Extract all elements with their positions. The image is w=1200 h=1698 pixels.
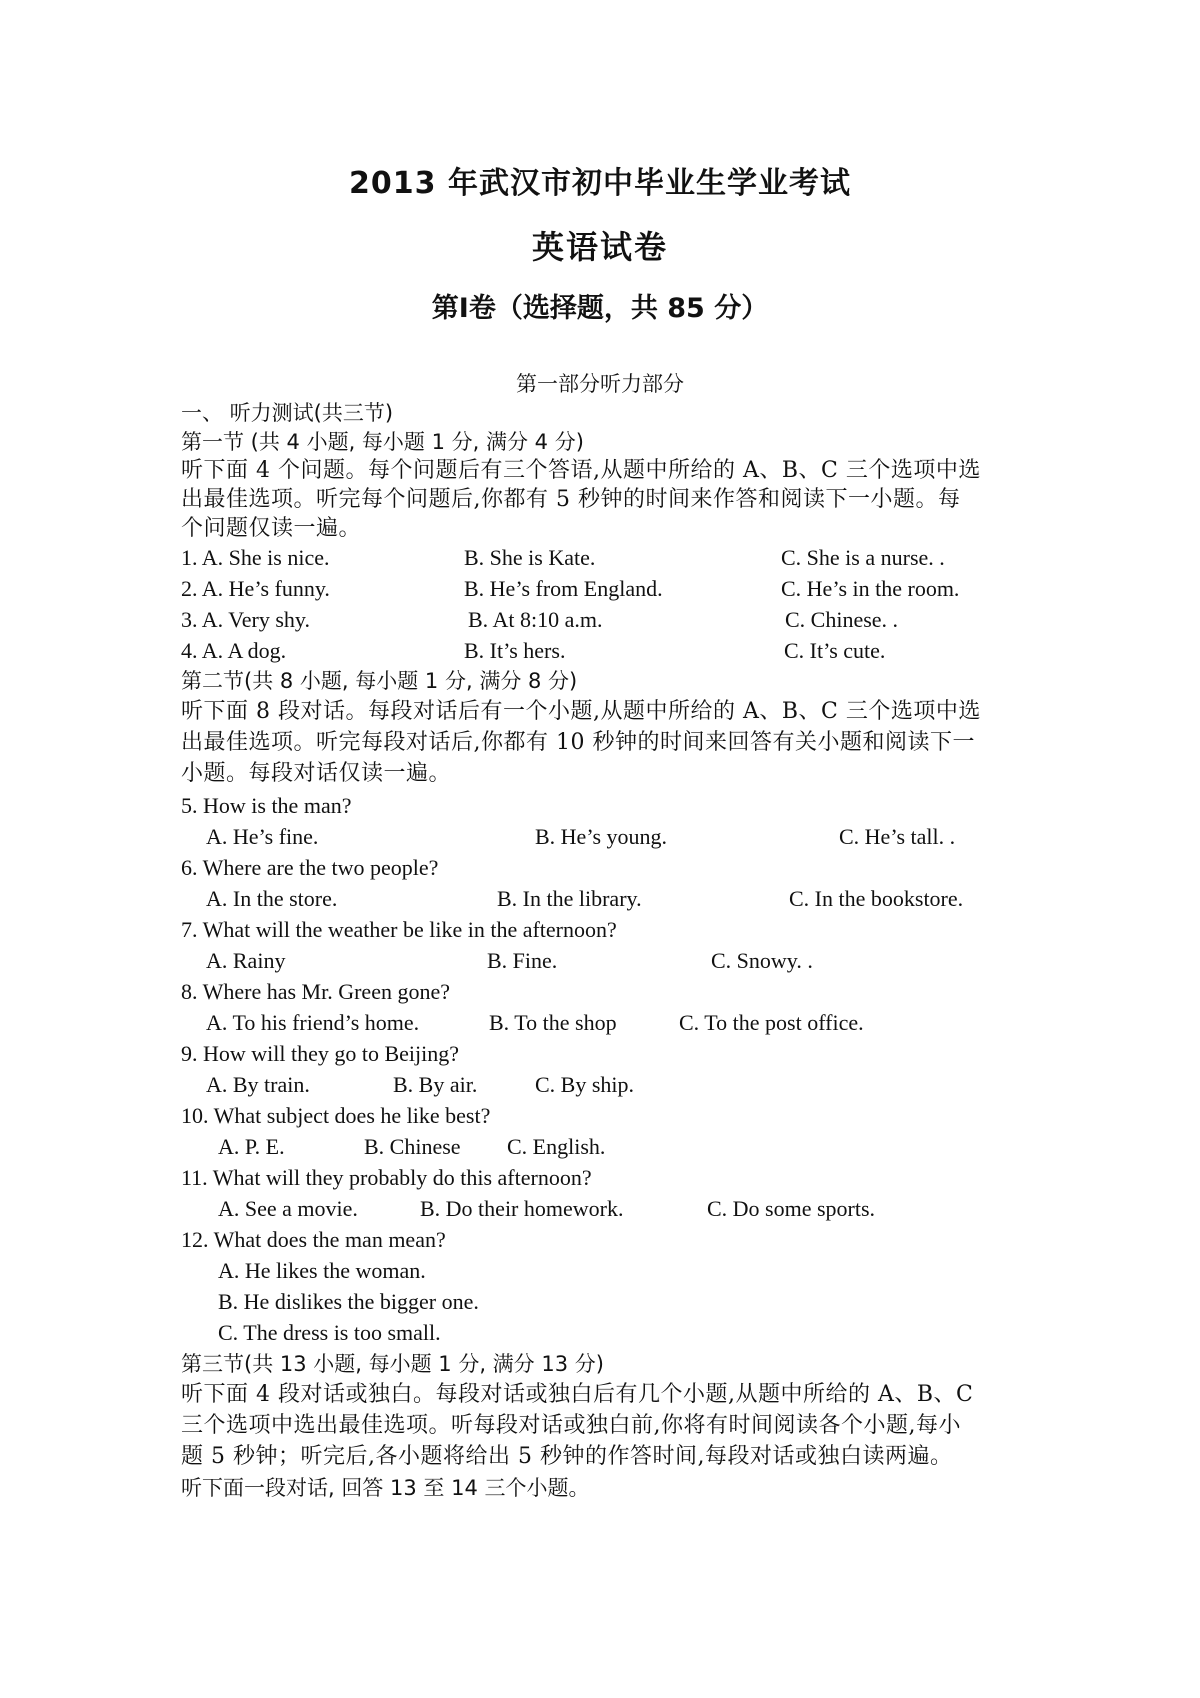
section3-heading: 第三节(共 13 小题, 每小题 1 分, 满分 13 分) (181, 1352, 604, 1376)
q11-option-c: C. Do some sports. (707, 1196, 876, 1221)
q9-stem: 9. How will they go to Beijing? (181, 1041, 460, 1066)
q7-stem: 7. What will the weather be like in the afternoon? (181, 917, 617, 942)
q11-option-a: A. See a movie. (218, 1196, 358, 1221)
section2-instruction-line: 听下面 8 段对话。每段对话后有一个小题,从题中所给的 A、B、C 三个选项中选 (181, 699, 981, 724)
q11-stem: 11. What will they probably do this afternoon? (181, 1165, 592, 1190)
q12-option-c: C. The dress is too small. (218, 1320, 441, 1345)
section3-note: 听下面一段对话, 回答 13 至 14 三个小题。 (181, 1476, 590, 1500)
q6-option-b: B. In the library. (497, 886, 642, 911)
q2-option-b: B. He’s from England. (464, 576, 663, 601)
part-heading: 一、 听力测试(共三节) (181, 401, 394, 425)
q8-option-a: A. To his friend’s home. (206, 1010, 420, 1035)
part-title: 第一部分听力部分 (516, 372, 684, 396)
section1-heading: 第一节 (共 4 小题, 每小题 1 分, 满分 4 分) (181, 430, 584, 454)
section2-instruction-line: 小题。每段对话仅读一遍。 (181, 761, 452, 786)
q5-option-a: A. He’s fine. (206, 824, 319, 849)
q6-stem: 6. Where are the two people? (181, 855, 439, 880)
q12-option-a: A. He likes the woman. (218, 1258, 426, 1283)
q3-option-a: 3. A. Very shy. (181, 607, 310, 632)
q8-stem: 8. Where has Mr. Green gone? (181, 979, 450, 1004)
q5-option-c: C. He’s tall. . (839, 824, 956, 849)
section1-instruction-line: 出最佳选项。听完每个问题后,你都有 5 秒钟的时间来作答和阅读下一小题。每 (181, 487, 961, 512)
q3-option-c: C. Chinese. . (785, 607, 899, 632)
q6-option-c: C. In the bookstore. (789, 886, 964, 911)
q4-option-b: B. It’s hers. (464, 638, 566, 663)
q7-option-b: B. Fine. (487, 948, 558, 973)
section1-instruction-line: 听下面 4 个问题。每个问题后有三个答语,从题中所给的 A、B、C 三个选项中选 (181, 458, 981, 483)
q3-option-b: B. At 8:10 a.m. (468, 607, 603, 632)
section3-instruction-line: 题 5 秒钟；听完后,各小题将给出 5 秒钟的作答时间,每段对话或独白读两遍。 (181, 1444, 953, 1469)
subject-title: 英语试卷 (531, 228, 668, 266)
q4-option-a: 4. A. A dog. (181, 638, 287, 663)
q1-option-c: C. She is a nurse. . (781, 545, 945, 570)
volume-title: 第Ⅰ卷（选择题，共 85 分） (431, 293, 769, 324)
section3-instruction-line: 三个选项中选出最佳选项。听每段对话或独白前,你将有时间阅读各个小题,每小 (181, 1413, 961, 1438)
q9-option-c: C. By ship. (535, 1072, 635, 1097)
q10-stem: 10. What subject does he like best? (181, 1103, 491, 1128)
q6-option-a: A. In the store. (206, 886, 338, 911)
section2-heading: 第二节(共 8 小题, 每小题 1 分, 满分 8 分) (181, 669, 578, 693)
q7-option-a: A. Rainy (206, 948, 286, 973)
q11-option-b: B. Do their homework. (420, 1196, 624, 1221)
q10-option-c: C. English. (507, 1134, 606, 1159)
q12-stem: 12. What does the man mean? (181, 1227, 446, 1252)
q4-option-c: C. It’s cute. (784, 638, 886, 663)
q10-option-a: A. P. E. (218, 1134, 285, 1159)
exam-title: 2013 年武汉市初中毕业生学业考试 (349, 166, 851, 201)
section2-instruction-line: 出最佳选项。听完每段对话后,你都有 10 秒钟的时间来回答有关小题和阅读下一 (181, 730, 975, 755)
q9-option-b: B. By air. (393, 1072, 478, 1097)
q2-option-a: 2. A. He’s funny. (181, 576, 330, 601)
q8-option-b: B. To the shop (489, 1010, 617, 1035)
q10-option-b: B. Chinese (364, 1134, 461, 1159)
q1-option-b: B. She is Kate. (464, 545, 596, 570)
q1-option-a: 1. A. She is nice. (181, 545, 330, 570)
section1-instruction-line: 个问题仅读一遍。 (181, 516, 362, 541)
q5-option-b: B. He’s young. (535, 824, 667, 849)
q12-option-b: B. He dislikes the bigger one. (218, 1289, 479, 1314)
q5-stem: 5. How is the man? (181, 793, 352, 818)
q9-option-a: A. By train. (206, 1072, 310, 1097)
section3-instruction-line: 听下面 4 段对话或独白。每段对话或独白后有几个小题,从题中所给的 A、B、C (181, 1382, 974, 1407)
q8-option-c: C. To the post office. (679, 1010, 864, 1035)
q7-option-c: C. Snowy. . (711, 948, 813, 973)
q2-option-c: C. He’s in the room. (781, 576, 960, 601)
